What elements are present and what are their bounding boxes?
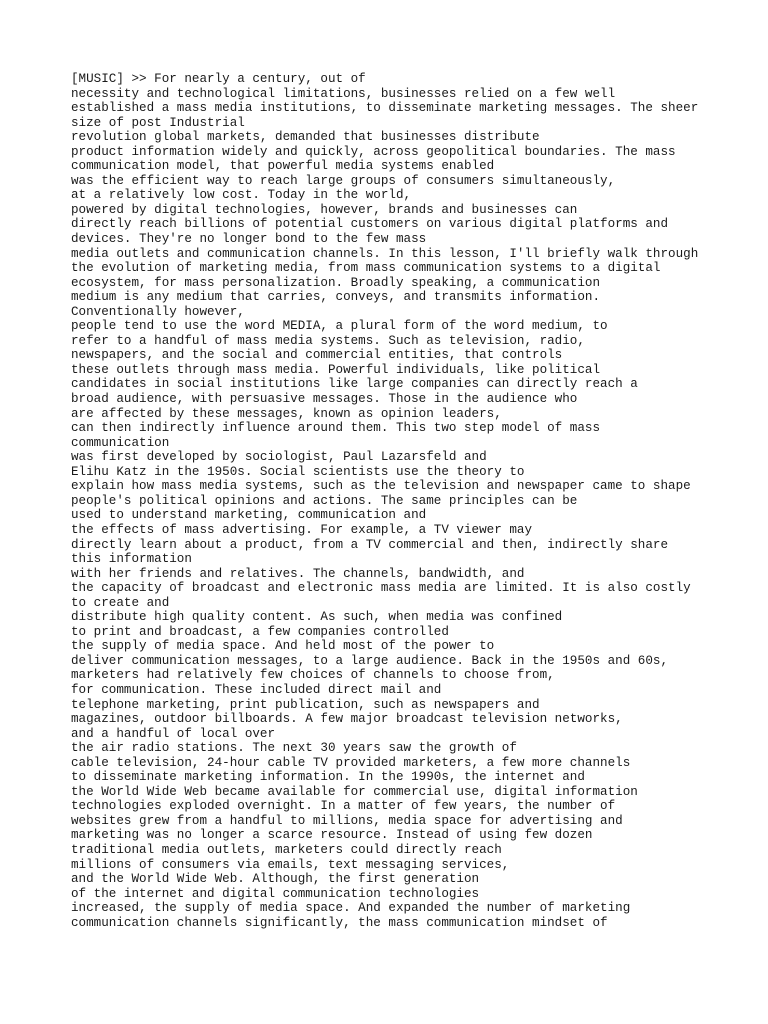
transcript-line: the supply of media space. And held most of the power to (71, 639, 495, 654)
transcript-line: and a handful of local over (71, 726, 276, 741)
transcript-line: of the internet and digital communication technologies (71, 886, 480, 901)
transcript-line: revolution global markets, demanded that businesses distribute (71, 130, 540, 145)
transcript-line: to disseminate marketing information. In the 1990s, the internet and (71, 770, 585, 785)
transcript-line: directly reach billions of potential customers on various digital platforms and (71, 217, 669, 232)
transcript-text (71, 72, 731, 930)
transcript-line: devices. They're no longer bond to the few mass (71, 232, 427, 247)
transcript-line: Elihu Katz in the 1950s. Social scientists use the theory to (71, 464, 525, 479)
transcript-line: media outlets and communication channels. In this lesson, I'll briefly walk through (71, 246, 699, 261)
transcript-line: distribute high quality content. As such, when media was confined (71, 610, 563, 625)
transcript-line: communication model, that powerful media systems enabled (71, 159, 495, 174)
transcript-line: size of post Industrial (71, 115, 245, 130)
transcript-line: the capacity of broadcast and electronic mass media are limited. It is also costly (71, 581, 691, 596)
transcript-line: traditional media outlets, marketers could directly reach (71, 842, 502, 857)
transcript-line: the effects of mass advertising. For example, a TV viewer may (71, 522, 533, 537)
transcript-line: people tend to use the word MEDIA, a plural form of the word medium, to (71, 319, 608, 334)
transcript-line: to create and (71, 595, 170, 610)
transcript-line: telephone marketing, print publication, such as newspapers and (71, 697, 540, 712)
transcript-line: websites grew from a handful to millions, media space for advertising and (71, 813, 623, 828)
transcript-line: refer to a handful of mass media systems. Such as television, radio, (71, 333, 585, 348)
transcript-line: Conventionally however, (71, 304, 245, 319)
transcript-line: increased, the supply of media space. And expanded the number of marketing (71, 901, 631, 916)
transcript-line: explain how mass media systems, such as the television and newspaper came to shape (71, 479, 691, 494)
transcript-line: these outlets through mass media. Powerful individuals, like political (71, 362, 601, 377)
transcript-line: directly learn about a product, from a TV commercial and then, indirectly share (71, 537, 669, 552)
transcript-line: millions of consumers via emails, text messaging services, (71, 857, 510, 872)
transcript-line: candidates in social institutions like large companies can directly reach a (71, 377, 638, 392)
transcript-line: magazines, outdoor billboards. A few major broadcast television networks, (71, 712, 623, 727)
transcript-line: established a mass media institutions, to disseminate marketing messages. The sheer (71, 101, 699, 116)
transcript-line: communication (71, 435, 170, 450)
transcript-line: medium is any medium that carries, conveys, and transmits information. (71, 290, 601, 305)
transcript-line: and the World Wide Web. Although, the first generation (71, 872, 480, 887)
transcript-line: the air radio stations. The next 30 years saw the growth of (71, 741, 517, 756)
transcript-line: broad audience, with persuasive messages. Those in the audience who (71, 392, 578, 407)
transcript-line: [MUSIC] >> For nearly a century, out of (71, 72, 366, 86)
transcript-line: the World Wide Web became available for commercial use, digital information (71, 784, 638, 799)
transcript-line: to print and broadcast, a few companies controlled (71, 624, 449, 639)
transcript-line: was first developed by sociologist, Paul Lazarsfeld and (71, 450, 487, 465)
transcript-line: for communication. These included direct mail and (71, 682, 442, 697)
transcript-line: with her friends and relatives. The channels, bandwidth, and (71, 566, 525, 581)
transcript-line: was the efficient way to reach large groups of consumers simultaneously, (71, 173, 616, 188)
transcript-line: can then indirectly influence around them. This two step model of mass (71, 421, 601, 436)
transcript-line: used to understand marketing, communication and (71, 508, 427, 523)
transcript-line: the evolution of marketing media, from mass communication systems to a digital (71, 261, 661, 276)
transcript-line: at a relatively low cost. Today in the world, (71, 188, 412, 203)
transcript-line: powered by digital technologies, however, brands and businesses can (71, 202, 578, 217)
transcript-line: are affected by these messages, known as opinion leaders, (71, 406, 502, 421)
transcript-line: necessity and technological limitations, businesses relied on a few well (71, 86, 616, 101)
transcript-line: deliver communication messages, to a large audience. Back in the 1950s and 60s, (71, 653, 669, 668)
transcript-line: ecosystem, for mass personalization. Broadly speaking, a communication (71, 275, 601, 290)
transcript-line: technologies exploded overnight. In a matter of few years, the number of (71, 799, 616, 814)
transcript-line: marketing was no longer a scarce resource. Instead of using few dozen (71, 828, 593, 843)
transcript-line: product information widely and quickly, across geopolitical boundaries. The mass (71, 144, 676, 159)
transcript-line: cable television, 24-hour cable TV provided marketers, a few more channels (71, 755, 631, 770)
transcript-line: marketers had relatively few choices of channels to choose from, (71, 668, 555, 683)
transcript-line: this information (71, 552, 192, 567)
transcript-line: newspapers, and the social and commercial entities, that controls (71, 348, 563, 363)
transcript-line: communication channels significantly, the mass communication mindset of (71, 915, 608, 930)
transcript-line: people's political opinions and actions. The same principles can be (71, 493, 578, 508)
